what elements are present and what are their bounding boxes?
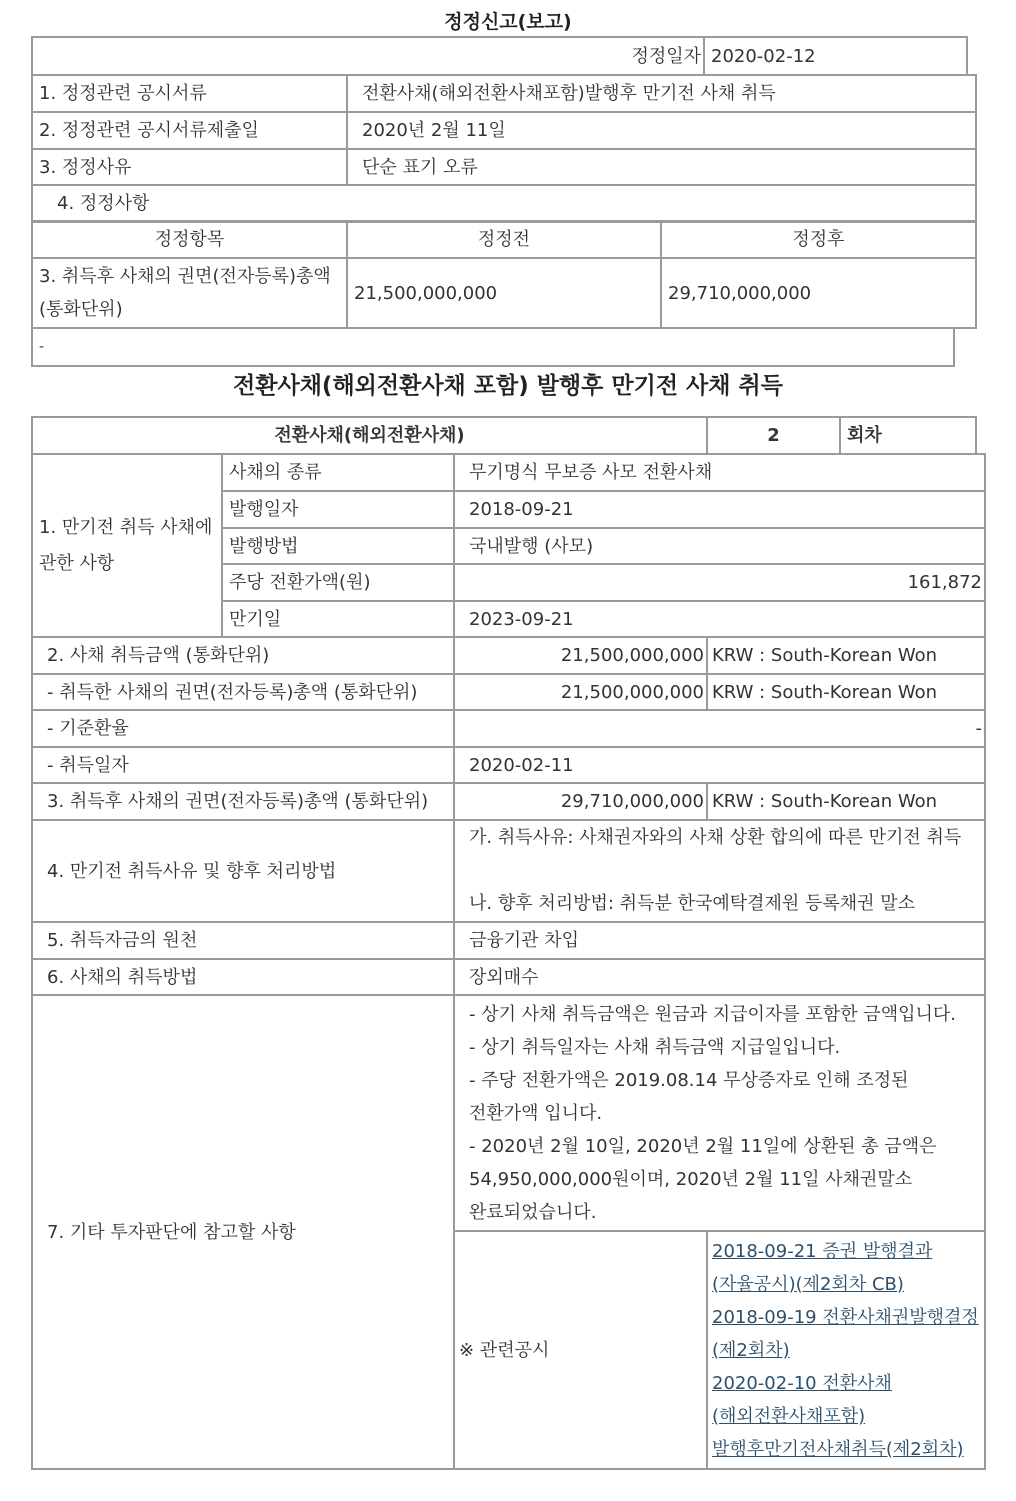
section1-row-value: 2023-09-21 [454,601,985,637]
exchange-rate-value: - [454,710,985,747]
section1-row-label: 발행일자 [222,491,454,528]
amount-row-label: - 기준환율 [32,710,454,747]
correction-row-value: 전환사채(해외전환사채포함)발행후 만기전 사채 취득 [347,75,976,112]
related-link-issuance-decision[interactable]: 2018-09-19 전환사채권발행결정(제2회차) [712,1306,979,1361]
correction-note-table [31,327,955,367]
amount-row-label: - 취득일자 [32,747,454,783]
main-title: 전환사채(해외전환사채 포함) 발행후 만기전 사채 취득 [233,373,783,399]
related-disclosures-label: ※ 관련공시 [454,1231,707,1469]
correction-item-before: 21,500,000,000 [347,258,661,328]
correction-detail-table [31,220,977,329]
section7-notes [454,995,985,1231]
correction-date-label: 정정일자 [32,37,704,75]
section4-line2: 나. 향후 처리방법: 취득분 한국예탁결제원 등록채권 말소 [469,893,916,914]
section7-note: - 2020년 2월 10일, 2020년 2월 11일에 상환된 총 금액은 54,950,000,000원이며, 2020년 2월 11일 사채권말소 완료되었습니다. [469,1135,937,1223]
section4-label: 4. 만기전 취득사유 및 향후 처리방법 [32,820,454,922]
section4-line1: 가. 취득사유: 사채권자와의 사채 상환 합의에 따른 만기전 취득 [469,827,962,848]
acquisition-date-value: 2020-02-11 [454,747,985,783]
section5-label: 5. 취득자금의 원천 [32,922,454,959]
amount-row-value: 29,710,000,000 [454,783,707,820]
section1-row-value: 2018-09-21 [454,491,985,528]
section1-row-value: 무기명식 무보증 사모 전환사채 [454,454,985,491]
correction-item-name-line1: 3. 취득후 사채의 권면(전자등록)총액 [39,266,331,287]
header-correction-item: 정정항목 [32,221,347,258]
section1-row-label: 발행방법 [222,528,454,564]
section7-note: - 상기 사채 취득금액은 원금과 지급이자를 포함한 금액입니다. [469,1003,956,1025]
correction-row-value: 단순 표기 오류 [347,149,976,185]
amount-row-currency: KRW : South-Korean Won [707,783,985,820]
amount-row-label: 3. 취득후 사채의 권면(전자등록)총액 (통화단위) [32,783,454,820]
related-disclosures-links [707,1231,985,1469]
correction-item-name [32,258,347,328]
section6-label: 6. 사채의 취득방법 [32,959,454,995]
main-header-table [31,416,977,455]
section7-note: - 주당 전환가액은 2019.08.14 무상증자로 인해 조정된 전환가액 입니다. [469,1069,909,1124]
conversion-price-value: 161,872 [454,564,985,601]
correction-info-table [31,74,977,223]
correction-row-label: 1. 정정관련 공시서류 [32,75,347,112]
section5-value: 금융기관 차입 [454,922,985,959]
section1-label: 1. 만기전 취득 사채에 관한 사항 [32,454,222,637]
section1-row-label: 주당 전환가액(원) [222,564,454,601]
section4-value [454,820,985,922]
related-link-early-acquisition[interactable]: 2020-02-10 전환사채(해외전환사채포함)발행후만기전사채취득(제2회차) [712,1372,964,1460]
amount-row-currency: KRW : South-Korean Won [707,674,985,710]
bond-type-header: 전환사채(해외전환사채) [32,417,707,454]
correction-item-name-line2: (통화단위) [39,299,123,320]
header-before: 정정전 [347,221,661,258]
correction-title: 정정신고(보고) [444,11,572,33]
amount-row-currency: KRW : South-Korean Won [707,637,985,674]
bond-round-unit: 회차 [840,417,976,454]
section7-note: - 상기 취득일자는 사채 취득금액 지급일입니다. [469,1036,841,1058]
header-after: 정정후 [661,221,976,258]
section7-label: 7. 기타 투자판단에 참고할 사항 [32,995,454,1469]
correction-note: - [32,328,954,366]
bond-round-number: 2 [707,417,840,454]
correction-row-label: 2. 정정관련 공시서류제출일 [32,112,347,149]
section1-row-value: 국내발행 (사모) [454,528,985,564]
amount-row-label: - 취득한 사채의 권면(전자등록)총액 (통화단위) [32,674,454,710]
section1-row-label: 사채의 종류 [222,454,454,491]
related-link-issuance-result[interactable]: 2018-09-21 증권 발행결과(자율공시)(제2회차 CB) [712,1240,933,1295]
correction-row-label: 3. 정정사유 [32,149,347,185]
amount-row-label: 2. 사채 취득금액 (통화단위) [32,637,454,674]
correction-date-table [31,36,968,76]
correction-section4-label: 4. 정정사항 [32,185,976,222]
section6-value: 장외매수 [454,959,985,995]
correction-date-value: 2020-02-12 [704,37,967,75]
amount-row-value: 21,500,000,000 [454,637,707,674]
correction-row-value: 2020년 2월 11일 [347,112,976,149]
main-body-table [31,453,986,1470]
correction-item-after: 29,710,000,000 [661,258,976,328]
section1-row-label: 만기일 [222,601,454,637]
amount-row-value: 21,500,000,000 [454,674,707,710]
